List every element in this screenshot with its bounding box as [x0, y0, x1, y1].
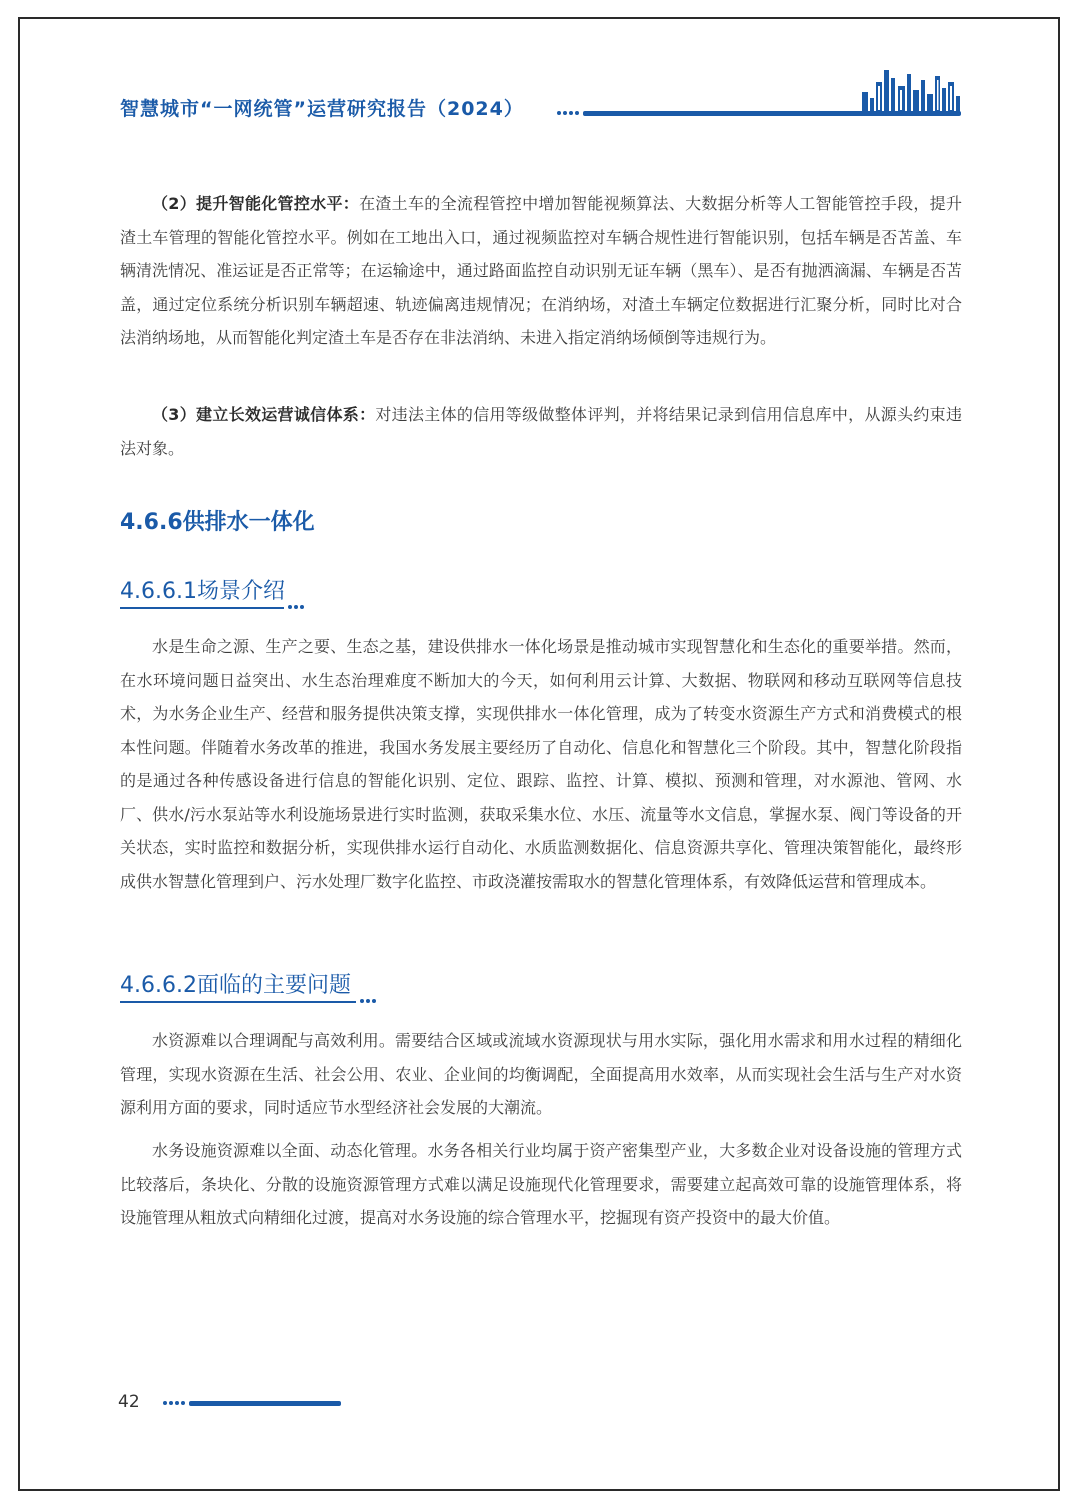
paragraph-water-allocation: 水资源难以合理调配与高效利用。需要结合区域或流域水资源现状与用水实际，强化用水需求和用水过程的精细化管理，实现水资源在生活、社会公用、农业、企业间的均衡调配，全面提高用水效率，从而实现社会生活与生产对水资源利用方面的要求，同时适应节水型经济社会发展的大潮流。: [120, 1031, 962, 1117]
skyline-logo-icon: [858, 68, 962, 114]
paragraph-label: （3）建立长效运营诚信体系：: [152, 405, 376, 424]
paragraph-text: 对违法主体的信用等级做整体评判，并将结果记录到信用信息库中，从源头约束违法对象。: [120, 405, 962, 458]
header-title: 智慧城市“一网统管”运营研究报告（2024）: [120, 98, 524, 120]
subsection-heading: 4.6.6.1场景介绍: [120, 579, 285, 604]
footer-dots: [163, 1401, 185, 1405]
heading-underline: [120, 607, 284, 609]
subsection-heading: 4.6.6.2面临的主要问题: [120, 973, 351, 998]
paragraph-scene-intro: 水是生命之源、生产之要、生态之基，建设供排水一体化场景是推动城市实现智慧化和生态化的重要举措。然而，在水环境问题日益突出、水生态治理难度不断加大的今天，如何利用云计算、大数据、物联网和移动互联网等信息技术，为水务企业生产、经营和服务提供决策支撑，实现供排水一体化管理，成为了转变水资源生产方式和消费模式的根本性问题。伴随着水务改革的推进，我国水务发展主要经历了自动化、信息化和智慧化三个阶段。其中，智慧化阶段指的是通过各种传感设备进行信息的智能化识别、定位、跟踪、监控、计算、模拟、预测和管理，对水源池、管网、水厂、供水/污水泵站等水利设施场景进行实时监测，获取采集水位、水压、流量等水文信息，掌握水泵、阀门等设备的开关状态，实时监控和数据分析，实现供排水运行自动化、水质监测数据化、信息资源共享化、管理决策智能化，最终形成供水智慧化管理到户、污水处理厂数字化监控、市政浇灌按需取水的智慧化管理体系，有效降低运营和管理成本。: [120, 637, 962, 891]
header-dots: [557, 111, 579, 115]
paragraph-text: 在渣土车的全流程管控中增加智能视频算法、大数据分析等人工智能管控手段，提升渣土车管理的智能化管控水平。例如在工地出入口，通过视频监控对车辆合规性进行智能识别，包括车辆是否苫盖、车辆清洗情况、准运证是否正常等；在运输途中，通过路面监控自动识别无证车辆（黑车）、是否有抛洒滴漏、车辆是否苫盖，通过定位系统分析识别车辆超速、轨迹偏离违规情况；在消纳场，对渣土车辆定位数据进行汇聚分析，同时比对合法消纳场地，从而智能化判定渣土车是否存在非法消纳、未进入指定消纳场倾倒等违规行为。: [120, 194, 962, 347]
heading-underline: [120, 1001, 356, 1003]
footer-rule: [189, 1401, 341, 1406]
paragraph-label: （2）提升智能化管控水平：: [152, 194, 360, 213]
section-heading: 4.6.6供排水一体化: [120, 510, 315, 535]
heading-dots: [360, 999, 376, 1003]
paragraph-facility-management: 水务设施资源难以全面、动态化管理。水务各相关行业均属于资产密集型产业，大多数企业对设备设施的管理方式比较落后，条块化、分散的设施资源管理方式难以满足设施现代化管理要求，需要建立起高效可靠的设施管理体系，将设施管理从粗放式向精细化过渡，提高对水务设施的综合管理水平，挖掘现有资产投资中的最大价值。: [120, 1141, 962, 1227]
page-number: 42: [118, 1392, 140, 1412]
paragraph-smart-control: [120, 187, 962, 355]
heading-dots: [288, 605, 304, 609]
paragraph-credit-system: [120, 398, 962, 465]
